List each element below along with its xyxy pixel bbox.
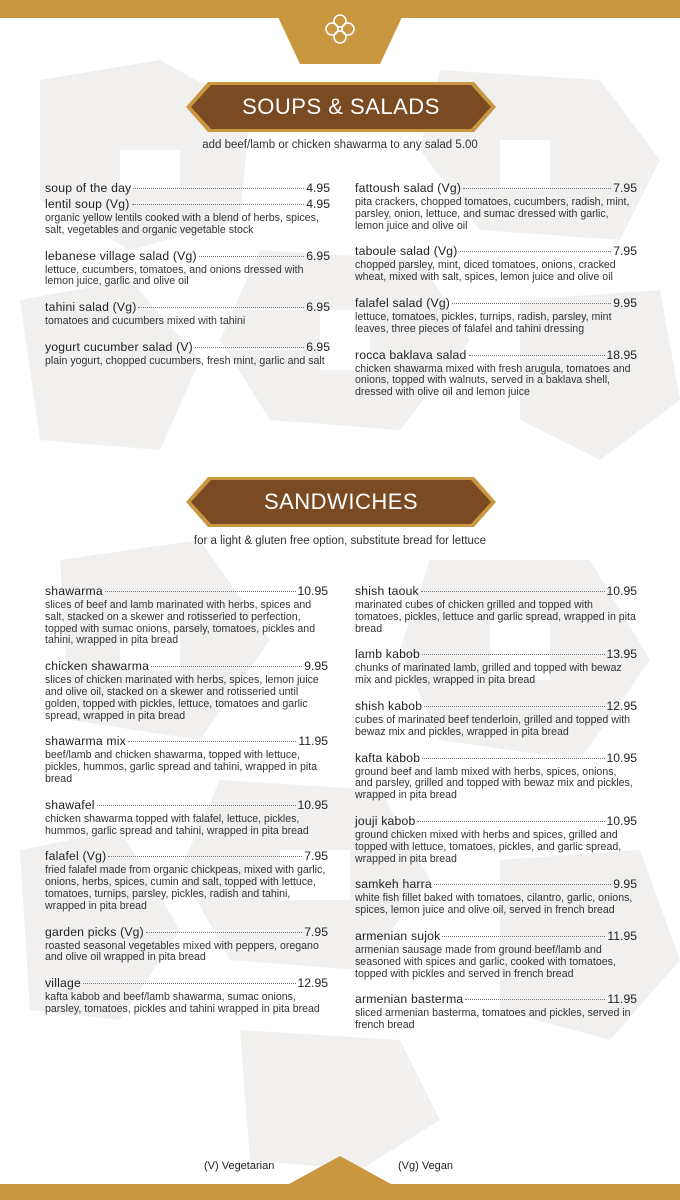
dot-leader bbox=[469, 355, 605, 356]
menu-item-name: armenian basterma bbox=[355, 992, 464, 1007]
dot-leader bbox=[151, 666, 302, 667]
dot-leader bbox=[421, 591, 605, 592]
menu-item-price: 9.95 bbox=[613, 295, 637, 310]
menu-item-name: chicken shawarma bbox=[45, 659, 150, 674]
menu-item-price: 10.95 bbox=[297, 584, 328, 598]
dot-leader bbox=[133, 188, 304, 189]
menu-item-name: shish kabob bbox=[355, 698, 423, 713]
menu-item-price: 7.95 bbox=[304, 924, 328, 939]
menu-item-header bbox=[45, 798, 328, 812]
menu-item-header bbox=[45, 976, 328, 990]
menu-item bbox=[45, 340, 330, 368]
menu-item bbox=[45, 300, 330, 328]
menu-item-description: ground chicken mixed with herbs and spices, grilled and topped with lettuce, tomatoes, pickles, and garlic spread, wrapped in pita bread bbox=[355, 828, 622, 865]
menu-item-header bbox=[355, 244, 637, 258]
menu-item-header bbox=[45, 181, 330, 195]
menu-item-description: ground beef and lamb mixed with herbs, spices, onions, and parsley, grilled and topped with bewaz mix and pickles, wrapped in pita bread bbox=[355, 765, 633, 802]
dot-leader bbox=[424, 706, 604, 707]
dot-leader bbox=[422, 758, 604, 759]
menu-item-name: kafta kabob bbox=[355, 750, 421, 765]
top-emblem bbox=[270, 0, 410, 64]
menu-item-header bbox=[355, 584, 637, 598]
menu-item-name: shawafel bbox=[45, 797, 95, 812]
menu-item bbox=[45, 249, 330, 289]
menu-item-header bbox=[355, 992, 637, 1006]
menu-item-price: 6.95 bbox=[306, 300, 330, 315]
menu-item bbox=[45, 197, 330, 237]
menu-item-price: 6.95 bbox=[306, 339, 330, 354]
menu-item bbox=[355, 647, 637, 687]
menu-item-price: 7.95 bbox=[613, 244, 637, 259]
menu-item-name: samkeh harra bbox=[355, 877, 432, 892]
menu-item-price: 12.95 bbox=[606, 698, 637, 713]
menu-item-name: taboule salad (Vg) bbox=[355, 244, 458, 259]
menu-item-description: marinated cubes of chicken grilled and topped with tomatoes, pickles, lettuce and garlic spread, wrapped in pita bread bbox=[355, 599, 636, 635]
menu-item-price: 9.95 bbox=[613, 877, 637, 892]
menu-item-header bbox=[355, 699, 637, 713]
soups-salads-subtitle: add beef/lamb or chicken shawarma to any salad 5.00 bbox=[202, 139, 478, 151]
menu-item-header bbox=[355, 929, 637, 943]
menu-item-header bbox=[45, 734, 328, 748]
menu-item-description: slices of chicken marinated with herbs, spices, lemon juice and olive oil, stacked on a skewer and rotisseried until golden, topped with pickles, lettuce, tomatoes and garlic spread, wrapped in pita bread bbox=[45, 674, 319, 722]
menu-item-name: shawarma bbox=[45, 584, 103, 598]
menu-item-name: rocca baklava salad bbox=[355, 347, 467, 362]
menu-item-name: falafel salad (Vg) bbox=[355, 295, 451, 310]
menu-item-header bbox=[355, 751, 637, 765]
menu-item bbox=[355, 181, 637, 232]
sandwiches-banner bbox=[186, 477, 496, 527]
menu-item-price: 7.95 bbox=[613, 181, 637, 195]
soups-salads-title: SOUPS & SALADS bbox=[242, 94, 440, 119]
sandwiches-subtitle: for a light & gluten free option, substitute bread for lettuce bbox=[193, 535, 487, 547]
menu-item-description: armenian sausage made from ground beef/lamb and seasoned with spices and garlic, cooked with tomatoes, topped with pickles and served in french bread bbox=[355, 943, 616, 980]
dot-leader bbox=[452, 303, 611, 304]
dot-leader bbox=[97, 805, 296, 806]
menu-item-header bbox=[45, 300, 330, 314]
menu-item-header bbox=[45, 197, 330, 211]
dot-leader bbox=[460, 251, 612, 252]
menu-item-header bbox=[45, 584, 328, 598]
menu-item-description: lettuce, cucumbers, tomatoes, and onions dressed with lemon juice, garlic and olive oil bbox=[45, 263, 304, 288]
menu-item-name: lamb kabob bbox=[355, 647, 421, 662]
menu-item-price: 11.95 bbox=[298, 734, 328, 749]
menu-item-name: fattoush salad (Vg) bbox=[355, 181, 462, 195]
menu-item-header bbox=[355, 348, 637, 362]
dot-leader bbox=[132, 204, 305, 205]
legend-vegetarian: (V) Vegetarian bbox=[204, 1160, 275, 1172]
menu-item bbox=[45, 734, 328, 785]
dot-leader bbox=[199, 256, 305, 257]
menu-item-name: jouji kabob bbox=[355, 813, 416, 828]
menu-item-price: 18.95 bbox=[606, 347, 637, 362]
menu-item bbox=[45, 925, 328, 965]
dot-leader bbox=[463, 188, 611, 189]
menu-item-description: roasted seasonal vegetables mixed with peppers, oregano and olive oil wrapped in pita bread bbox=[45, 939, 319, 964]
menu-item bbox=[355, 348, 637, 399]
menu-item-price: 12.95 bbox=[297, 976, 328, 991]
dot-leader bbox=[138, 307, 304, 308]
menu-item-name: shish taouk bbox=[355, 584, 419, 598]
dot-leader bbox=[105, 591, 296, 592]
menu-item-header bbox=[45, 925, 328, 939]
menu-item bbox=[355, 992, 637, 1032]
menu-item-header bbox=[45, 849, 328, 863]
menu-item-price: 13.95 bbox=[606, 647, 637, 662]
menu-item-price: 4.95 bbox=[306, 181, 330, 195]
menu-item-name: falafel (Vg) bbox=[45, 849, 107, 864]
menu-item-description: lettuce, tomatoes, pickles, turnips, radish, parsley, mint leaves, three pieces of falafel and tahini dressing bbox=[355, 310, 612, 335]
menu-item-name: tahini salad (Vg) bbox=[45, 300, 137, 315]
dot-leader bbox=[434, 884, 611, 885]
menu-item-price: 10.95 bbox=[297, 797, 328, 812]
dot-leader bbox=[146, 932, 302, 933]
dot-leader bbox=[83, 983, 296, 984]
dot-leader bbox=[108, 856, 302, 857]
menu-item-price: 10.95 bbox=[606, 750, 637, 765]
menu-item bbox=[355, 699, 637, 739]
menu-item-description: white fish fillet baked with tomatoes, cilantro, garlic, onions, spices, lemon juice and olive oil, served in french bread bbox=[355, 892, 633, 917]
menu-item bbox=[355, 929, 637, 980]
menu-item-description: sliced armenian basterma, tomatoes and pickles, served in french bread bbox=[355, 1007, 631, 1032]
dot-leader bbox=[442, 936, 605, 937]
menu-item-price: 10.95 bbox=[606, 813, 637, 828]
legend-vegan: (Vg) Vegan bbox=[398, 1160, 454, 1172]
menu-item-description: pita crackers, chopped tomatoes, cucumbers, radish, mint, parsley, onion, lettuce, and sumac dressed with garlic, lemon juice and olive oil bbox=[355, 196, 630, 232]
menu-item-description: plain yogurt, chopped cucumbers, fresh mint, garlic and salt bbox=[45, 354, 325, 367]
menu-item-description: organic yellow lentils cooked with a blend of herbs, spices, salt, vegetables and organic vegetable stock bbox=[45, 212, 319, 236]
menu-item-description: fried falafel made from organic chickpeas, mixed with garlic, onions, herbs, spices, cumin and salt, topped with lettuce, tomatoes, turnips, parsley, pickles, radish and tahini, wrapped in pita bread bbox=[45, 864, 326, 912]
menu-item-header bbox=[355, 814, 637, 828]
menu-item-name: lentil soup (Vg) bbox=[45, 197, 130, 211]
menu-item-price: 11.95 bbox=[607, 928, 637, 943]
menu-item-header bbox=[355, 647, 637, 661]
menu-item-description: slices of beef and lamb marinated with herbs, spices and salt, stacked on a skewer and rotisseried to perfection, topped with sumac onions, parsely, tomatoes, pickles and tahini, wrapped in pita bread bbox=[45, 599, 316, 647]
menu-item-description: tomatoes and cucumbers mixed with tahini bbox=[45, 315, 246, 328]
menu-item-header bbox=[45, 659, 328, 673]
menu-item-name: lebanese village salad (Vg) bbox=[45, 248, 197, 263]
menu-item-header bbox=[45, 340, 330, 354]
menu-item-description: cubes of marinated beef tenderloin, grilled and topped with bewaz mix and pickles, wrapped in pita bread bbox=[355, 713, 631, 738]
menu-item-price: 10.95 bbox=[606, 584, 637, 598]
sandwiches-left-column bbox=[45, 584, 328, 1028]
menu-item bbox=[355, 814, 637, 865]
menu-item-name: soup of the day bbox=[45, 181, 132, 195]
menu-item bbox=[45, 798, 328, 838]
dot-leader bbox=[195, 347, 304, 348]
menu-item-header bbox=[355, 877, 637, 891]
dot-leader bbox=[422, 654, 604, 655]
menu-item-description: chopped parsley, mint, diced tomatoes, onions, cracked wheat, mixed with salt, spices, lemon juice and olive oil bbox=[355, 259, 616, 284]
sandwiches-right-column bbox=[355, 584, 637, 1044]
menu-item-description: chunks of marinated lamb, grilled and topped with bewaz mix and pickles, wrapped in pita bread bbox=[355, 662, 622, 687]
soups-salads-left-column bbox=[45, 181, 330, 380]
menu-item-name: armenian sujok bbox=[355, 928, 441, 943]
menu-item-name: shawarma mix bbox=[45, 734, 126, 749]
menu-item bbox=[45, 976, 328, 1016]
menu-item bbox=[45, 849, 328, 912]
menu-item bbox=[355, 751, 637, 802]
menu-item bbox=[355, 584, 637, 635]
menu-item-header bbox=[45, 249, 330, 263]
dot-leader bbox=[417, 821, 604, 822]
menu-item-name: village bbox=[45, 976, 81, 991]
menu-item-price: 9.95 bbox=[304, 659, 328, 674]
menu-item-header bbox=[355, 181, 637, 195]
sandwiches-title: SANDWICHES bbox=[263, 489, 419, 514]
menu-item-description: chicken shawarma topped with falafel, lettuce, pickles, hummos, garlic spread and tahini, wrapped in pita bread bbox=[45, 812, 309, 837]
menu-item bbox=[45, 659, 328, 722]
menu-item-description: beef/lamb and chicken shawarma, topped with lettuce, pickles, hummos, garlic spread and tahini, wrapped in pita bread bbox=[45, 749, 318, 785]
dot-leader bbox=[128, 741, 296, 742]
menu-item bbox=[45, 181, 330, 195]
soups-salads-banner bbox=[186, 82, 496, 132]
menu-item bbox=[355, 877, 637, 917]
bottom-accent-band bbox=[0, 1184, 680, 1200]
menu-item bbox=[355, 244, 637, 284]
menu-item-price: 11.95 bbox=[607, 992, 637, 1007]
menu-item-description: kafta kabob and beef/lamb shawarma, sumac onions, parsley, tomatoes, pickles and tahini wrapped in pita bread bbox=[45, 991, 320, 1015]
menu-item-name: garden picks (Vg) bbox=[45, 924, 144, 939]
dot-leader bbox=[465, 999, 605, 1000]
menu-item-header bbox=[355, 296, 637, 310]
menu-item-description: chicken shawarma mixed with fresh arugula, tomatoes and onions, topped with walnuts, served in a baklava shell, dressed with olive oil and lemon juice bbox=[355, 362, 631, 399]
menu-item bbox=[355, 296, 637, 336]
menu-item-price: 6.95 bbox=[306, 248, 330, 263]
menu-item-name: yogurt cucumber salad (V) bbox=[45, 339, 193, 354]
menu-item-price: 7.95 bbox=[304, 849, 328, 864]
soups-salads-right-column bbox=[355, 181, 637, 411]
menu-item bbox=[45, 584, 328, 647]
menu-item-price: 4.95 bbox=[306, 197, 330, 211]
